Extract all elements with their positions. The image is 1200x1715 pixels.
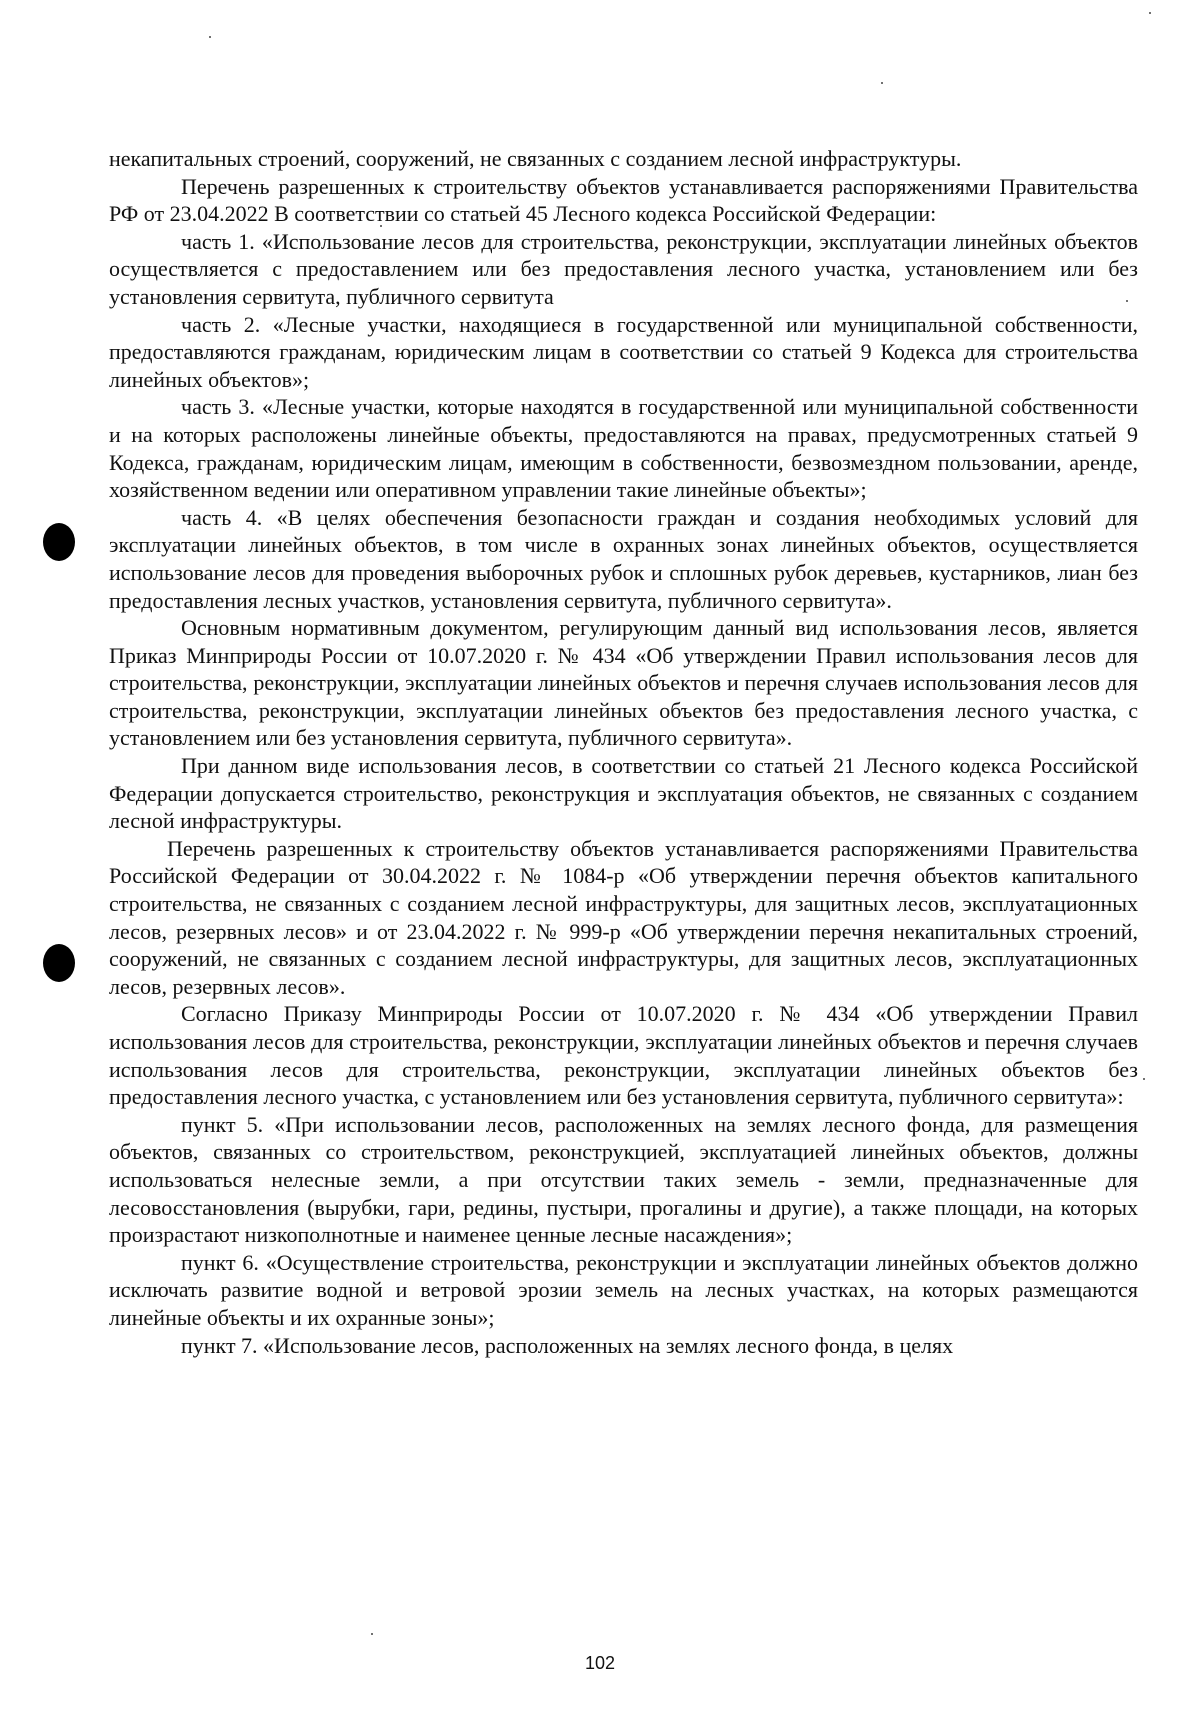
paragraph: часть 3. «Лесные участки, которые находятся в государственной или муниципальной собственности и на которых расположены линейные объекты, предоставляются на правах, предусмотренных статьей 9 Кодекса, гражданам, юридическим лицам, имеющим в собственности, безвозмездном пользовании, аренде, хозяйственном ведении или оперативном управлении такие линейные объекты»;	[109, 394, 1138, 503]
scan-speck	[1149, 12, 1151, 14]
punch-hole-upper	[43, 523, 75, 561]
paragraph: Основным нормативным документом, регулирующим данный вид использования лесов, является Приказ Минприроды России от 10.07.2020 г. № 434 «Об утверждении Правил использования лесов для строительства, реконструкции, эксплуатации линейных объектов и перечня случаев использования лесов для строительства, реконструкции, эксплуатации линейных объектов без предоставления лесного участка, с установлением или без установления сервитута, публичного сервитута».	[109, 615, 1138, 751]
punch-hole-lower	[43, 944, 75, 982]
paragraph: пункт 7. «Использование лесов, расположенных на землях лесного фонда, в целях	[181, 1332, 954, 1358]
paragraph: пункт 6. «Осуществление строительства, реконструкции и эксплуатации линейных объектов должно исключать развитие водной и ветровой эрозии земель на лесных участках, на которых размещаются линейные объекты и их охранные зоны»;	[109, 1249, 1138, 1330]
paragraph: При данном виде использования лесов, в соответствии со статьей 21 Лесного кодекса Российской Федерации допускается строительство, реконструкция и эксплуатация объектов, не связанных с созданием лесной инфраструктуры.	[109, 753, 1138, 834]
scan-speck	[371, 1633, 373, 1635]
paragraph: Перечень разрешенных к строительству объектов устанавливается распоряжениями Правительства Российской Федерации от 30.04.2022 г. № 1084-р «Об утверждении перечня объектов капитального строительства, не связанных с созданием лесной инфраструктуры, для защитных лесов, эксплуатационных лесов, резервных лесов» и от 23.04.2022 г. № 999-р «Об утверждении перечня некапитальных строений, сооружений, не связанных с созданием лесной инфраструктуры, для защитных лесов, эксплуатационных лесов, резервных лесов».	[109, 835, 1138, 999]
paragraph: часть 2. «Лесные участки, находящиеся в государственной или муниципальной собственности, предоставляются гражданам, юридическим лицам в соответствии со статьей 9 Кодекса для строительства линейных объектов»;	[109, 311, 1138, 392]
scan-speck	[209, 36, 211, 38]
paragraph: некапитальных строений, сооружений, не связанных с созданием лесной инфраструктуры.	[109, 146, 962, 171]
paragraph: Перечень разрешенных к строительству объектов устанавливается распоряжениями Правительства РФ от 23.04.2022 В соответствии со статьей 45 Лесного кодекса Российской Федерации:	[109, 173, 1138, 227]
page-number: 102	[584, 1653, 616, 1673]
document-body	[109, 145, 1138, 1359]
scan-speck	[881, 82, 883, 84]
paragraph: часть 4. «В целях обеспечения безопасности граждан и создания необходимых условий для эксплуатации линейных объектов, в том числе в охранных зонах линейных объектов, осуществляется использование лесов для проведения выборочных рубок и сплошных рубок деревьев, кустарников, лиан без предоставления лесных участков, установления сервитута, публичного сервитута».	[109, 504, 1138, 613]
scan-speck	[1143, 1078, 1145, 1080]
paragraph: часть 1. «Использование лесов для строительства, реконструкции, эксплуатации линейных объектов осуществляется с предоставлением или без предоставления лесного участка, установлением или без установления сервитута, публичного сервитута	[109, 228, 1138, 309]
paragraph: пункт 5. «При использовании лесов, расположенных на землях лесного фонда, для размещения объектов, связанных со строительством, реконструкцией, эксплуатацией линейных объектов, должны использоваться нелесные земли, а при отсутствии таких земель - земли, предназначенные для лесовосстановления (вырубки, гари, редины, пустыри, прогалины и другие), а также площади, на которых произрастают низкополнотные и наименее ценные лесные насаждения»;	[109, 1111, 1138, 1248]
paragraph: Согласно Приказу Минприроды России от 10.07.2020 г. № 434 «Об утверждении Правил использования лесов для строительства, реконструкции, эксплуатации линейных объектов и перечня случаев использования лесов для строительства, реконструкции, эксплуатации линейных объектов без предоставления лесного участка, с установлением или без установления сервитута, публичного сервитута»:	[109, 1001, 1138, 1110]
